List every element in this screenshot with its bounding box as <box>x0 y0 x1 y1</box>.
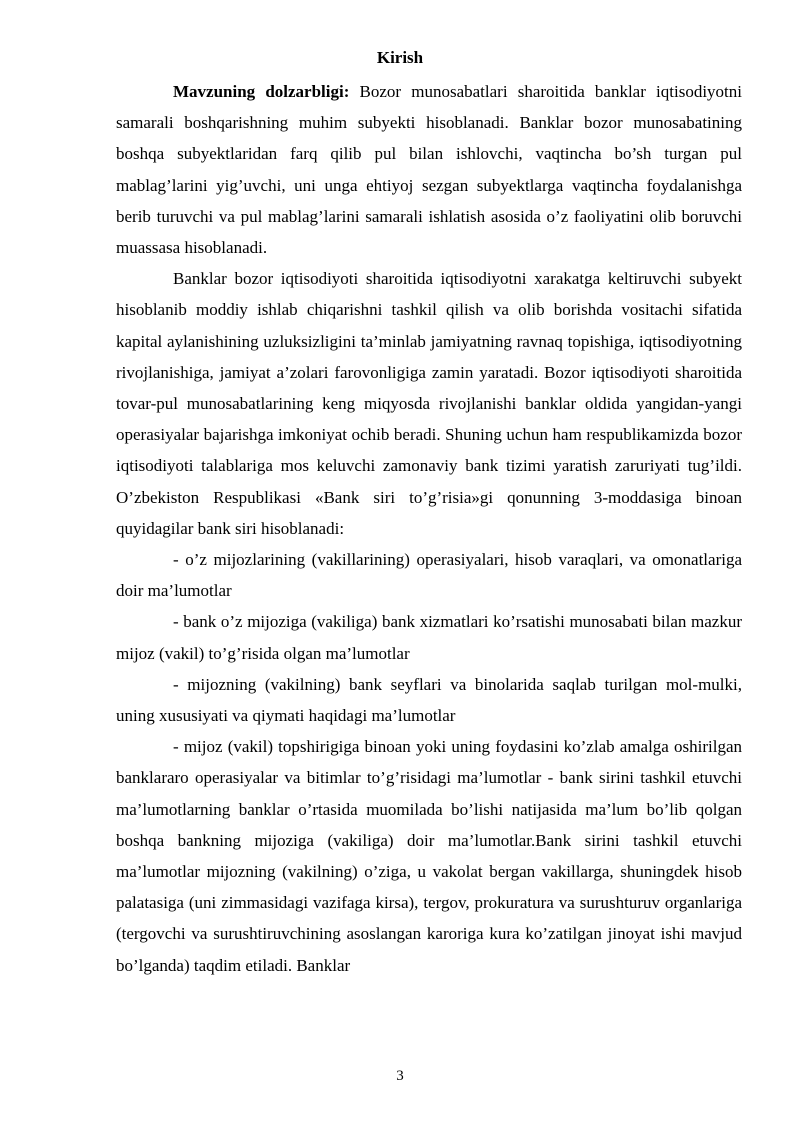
page-number: 3 <box>396 1068 404 1084</box>
paragraph-banks-role: Banklar bozor iqtisodiyoti sharoitida iqtisodiyotni xarakatga keltiruvchi subyekt hisoblanib moddiy ishlab chiqarishni tashkil qilish va olib borishda vositachi sifatida kapital aylanishining uzluksizligini ta’minlab jamiyatning ravnaq topishiga, iqtisodiyotning rivojlanishiga, jamiyat a’zolari farovonligiga zamin yaratadi. Bozor iqtisodiyoti sharoitida tovar-pul munosabatlarining keng miqyosda rivojlanishi banklar oldida yangidan-yangi operasiyalar bajarishga imkoniyat ochib beradi. Shuning uchun ham respublikamizda bozor iqtisodiyoti talablariga mos keluvchi zamonaviy bank tizimi yaratish zaruriyati tug’ildi. O’zbekiston Respublikasi «Bank siri to’g’risia»gi qonunning 3-moddasiga binoan quyidagilar bank siri hisoblanadi: <box>116 269 742 538</box>
list-item-client-property: - mijozning (vakilning) bank seyflari va binolarida saqlab turilgan mol-mulki, uning xususiyati va qiymati haqidagi ma’lumotlar <box>116 674 742 726</box>
page-title: Kirish <box>376 48 424 67</box>
list-item-client-information: - bank o’z mijoziga (vakiliga) bank xizmatlari ko’rsatishi munosabati bilan mazkur mijoz (vakil) to’g’risida olgan ma’lumotlar <box>116 612 742 663</box>
intro-paragraph <box>116 76 742 263</box>
body-text <box>116 76 742 981</box>
list-item-interbank-operations: - mijoz (vakil) topshirigiga binoan yoki uning foydasini ko’zlab amalga oshirilgan banklararo operasiyalar va bitimlar to’g’risidagi ma’lumotlar - bank sirini tashkil etuvchi ma’lumotlarning banklar o’rtasida muomilada bo’lishi natijasida ma’lum bo’lib qolgan boshqa bankning mijoziga (vakiliga) doir ma’lumotlar.Bank sirini tashkil etuvchi ma’lumotlar mijozning (vakilning) o’ziga, u vakolat bergan vakillarga, shuningdek hisob palatasiga (uni zimmasidagi vazifaga kirsa), tergov, prokuratura va surushturuv organlariga (tergovchi va surushtiruvchining asoslangan karoriga kura ko’zatilgan jinoyat ishi mavjud bo’lganda) taqdim etiladi. Banklar <box>116 737 742 975</box>
list-item-client-operations: - o’z mijozlarining (vakillarining) operasiyalari, hisob varaqlari, va omonatlariga doir ma’lumotlar <box>116 550 742 601</box>
intro-lead: Mavzuning dolzarbligi: <box>173 82 350 101</box>
intro-text: Bozor munosabatlari sharoitida banklar iqtisodiyotni samarali boshqarishning muhim subyekti hisoblanadi. Banklar bozor munosabatining boshqa subyektlaridan farq qilib pul bilan ishlovchi, vaqtincha bo’sh turgan pul mablag’larini yig’uvchi, uni unga ehtiyoj sezgan subyektlarga vaqtincha foydalanishga berib turuvchi va pul mablag’larini samarali ishlatish asosida o’z faoliyatini olib boruvchi muassasa hisoblanadi. <box>116 82 742 258</box>
